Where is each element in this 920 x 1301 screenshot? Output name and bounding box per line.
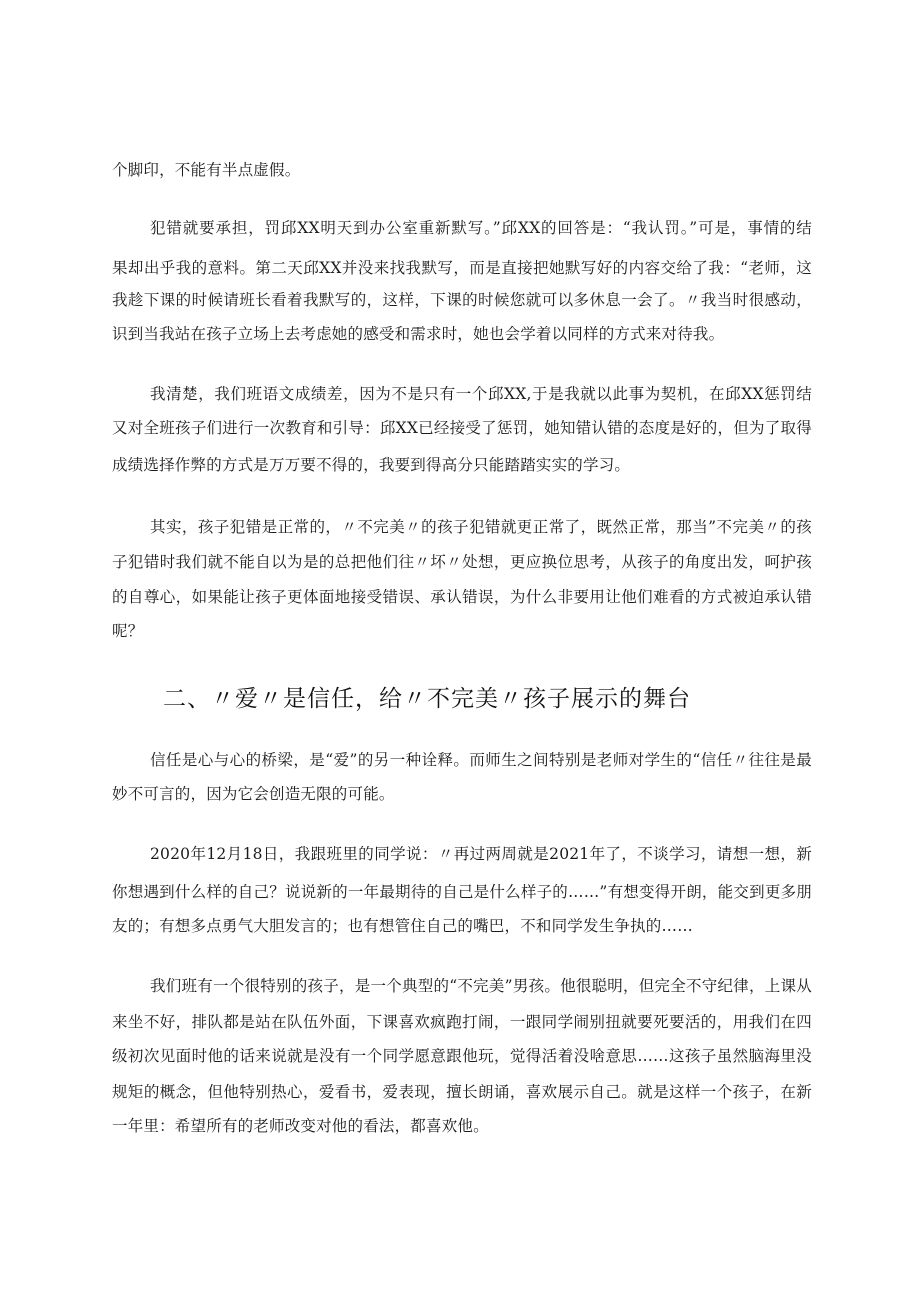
paragraph-1-line-1: 个脚印，不能有半点虚假。 [112, 161, 301, 179]
paragraph-6-line-3: 友的；有想多点勇气大胆发言的；也有想管住自己的嘴巴，不和同学发生争执的…… [112, 917, 693, 935]
paragraph-7-line-2: 来坐不好，排队都是站在队伍外面，下课喜欢疯跑打闹，一跟同学闹别扭就要死要活的，用我们在四 [112, 1013, 812, 1031]
paragraph-2-line-4: 识到当我站在孩子立场上去考虑她的感受和需求时，她也会学着以同样的方式来对待我。 [112, 325, 725, 343]
paragraph-3-line-3: 成绩选择作弊的方式是万万要不得的，我要到得高分只能踏踏实实的学习。 [112, 456, 631, 474]
paragraph-3-line-2: 又对全班孩子们进行一次教育和引导：邱XX已经接受了惩罚，她知错认错的态度是好的，但为了取得 [112, 419, 812, 437]
paragraph-7-line-4: 规矩的概念，但他特别热心，爱看书，爱表现，擅长朗诵，喜欢展示自己。就是这样一个孩子，在新 [112, 1083, 812, 1101]
paragraph-4-line-2: 子犯错时我们就不能自以为是的总把他们往〃坏〃处想，更应换位思考，从孩子的角度出发，呵护孩 [112, 553, 812, 571]
paragraph-6-line-1: 2020年12月18日，我跟班里的同学说：〃再过两周就是2021年了，不谈学习，请想一想，新 [150, 845, 812, 863]
paragraph-2-line-1: 犯错就要承担，罚邱XX明天到办公室重新默写。”邱XX的回答是：“我认罚。”可是，事情的结 [150, 219, 812, 237]
paragraph-5-line-2: 妙不可言的，因为它会创造无限的可能。 [112, 785, 395, 803]
paragraph-4-line-3: 的自尊心，如果能让孩子更体面地接受错误、承认错误，为什么非要用让他们难看的方式被迫承认错 [112, 588, 812, 606]
paragraph-2-line-3: 我趁下课的时候请班长看着我默写的，这样，下课的时候您就可以多休息一会了。〃我当时很感动， [112, 291, 812, 309]
paragraph-6-line-2: 你想遇到什么样的自己？说说新的一年最期待的自己是什么样子的……”有想变得开朗，能交到更多朋 [112, 883, 812, 901]
paragraph-7-line-5: 一年里：希望所有的老师改变对他的看法，都喜欢他。 [112, 1117, 489, 1135]
paragraph-7-line-1: 我们班有一个很特别的孩子，是一个典型的“不完美”男孩。他很聪明，但完全不守纪律，上课从 [150, 977, 812, 995]
paragraph-7-line-3: 级初次见面时他的话来说就是没有一个同学愿意跟他玩，觉得活着没啥意思……这孩子虽然脑海里没 [112, 1047, 812, 1065]
paragraph-4-line-1: 其实，孩子犯错是正常的，〃不完美〃的孩子犯错就更正常了，既然正常，那当”不完美〃的孩 [150, 518, 812, 536]
paragraph-2-line-2: 果却出乎我的意料。第二天邱XX并没来找我默写，而是直接把她默写好的内容交给了我：“老师，这 [112, 259, 812, 277]
paragraph-4-line-4: 呢？ [112, 622, 144, 640]
section-heading: 二、〃爱〃是信任，给〃不完美〃孩子展示的舞台 [163, 686, 691, 712]
paragraph-5-line-1: 信任是心与心的桥梁，是“爱”的另一种诠释。而师生之间特别是老师对学生的“信任〃往往是最 [150, 751, 812, 769]
paragraph-3-line-1: 我清楚，我们班语文成绩差，因为不是只有一个邱XX,于是我就以此事为契机，在邱XX惩罚结 [150, 385, 812, 403]
